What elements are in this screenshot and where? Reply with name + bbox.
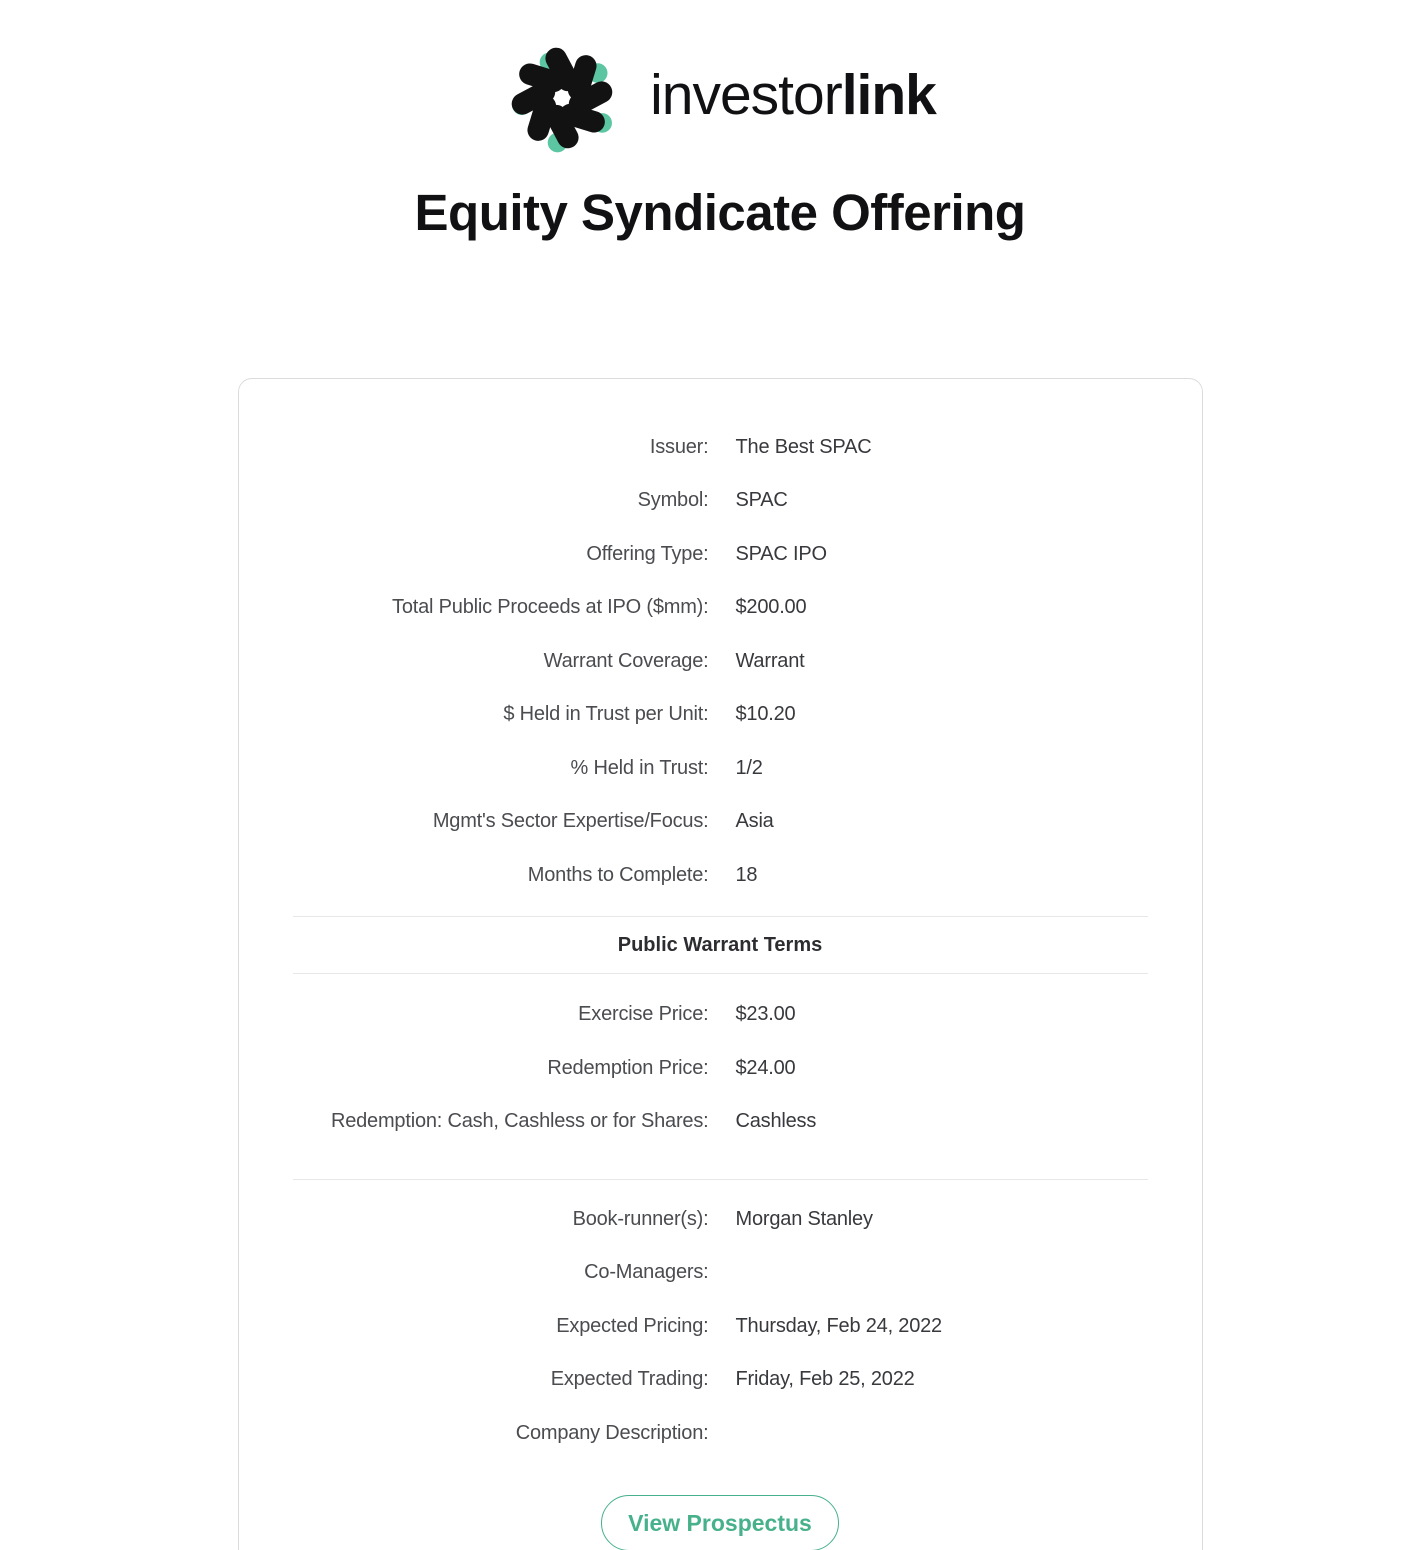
co-managers-label: Co-Managers: [584, 1261, 709, 1284]
book-runners-label: Book-runner(s): [572, 1207, 709, 1230]
months-to-complete-value: 18 [735, 863, 758, 886]
percent-held-in-trust-value: 1/2 [735, 756, 763, 779]
field-expected-pricing [293, 1300, 1148, 1354]
brand-header [0, 40, 1410, 156]
months-to-complete-label: Months to Complete: [527, 863, 709, 886]
field-company-description [293, 1407, 1148, 1461]
field-book-runners [293, 1193, 1148, 1247]
field-redemption-price [293, 1042, 1148, 1096]
sector-expertise-value: Asia [735, 810, 774, 833]
offering-card [238, 378, 1203, 1550]
warrant-coverage-value: Warrant [735, 649, 805, 672]
percent-held-in-trust-label: % Held in Trust: [570, 756, 709, 779]
field-held-in-trust-per-unit [293, 688, 1148, 742]
held-in-trust-per-unit-value: $10.20 [735, 703, 796, 726]
redemption-price-value: $24.00 [735, 1056, 796, 1079]
expected-pricing-label: Expected Pricing: [556, 1314, 709, 1337]
offering-type-value: SPAC IPO [735, 542, 827, 565]
expected-trading-label: Expected Trading: [550, 1368, 709, 1391]
view-prospectus-button[interactable]: View Prospectus [601, 1495, 839, 1550]
total-public-proceeds-value: $200.00 [735, 596, 807, 619]
brand-name-regular: investor [650, 62, 842, 127]
field-total-public-proceeds [293, 581, 1148, 635]
issuer-label: Issuer: [649, 435, 709, 458]
symbol-label: Symbol: [637, 489, 709, 512]
field-redemption-type [293, 1095, 1148, 1149]
sector-expertise-label: Mgmt's Sector Expertise/Focus: [432, 810, 709, 833]
expected-trading-value: Friday, Feb 25, 2022 [735, 1368, 915, 1391]
field-percent-held-in-trust [293, 742, 1148, 796]
section-divider [293, 973, 1148, 974]
book-runners-value: Morgan Stanley [735, 1207, 873, 1230]
expected-pricing-value: Thursday, Feb 24, 2022 [735, 1314, 942, 1337]
field-warrant-coverage [293, 635, 1148, 689]
field-offering-type [293, 528, 1148, 582]
total-public-proceeds-label: Total Public Proceeds at IPO ($mm): [392, 596, 709, 619]
investorlink-knot-logo-icon [504, 40, 620, 156]
brand-name-bold: link [841, 62, 936, 127]
page-title: Equity Syndicate Offering [414, 184, 1026, 241]
page [0, 40, 1410, 1550]
field-symbol [293, 474, 1148, 528]
public-warrant-terms-heading: Public Warrant Terms [617, 934, 823, 957]
held-in-trust-per-unit-label: $ Held in Trust per Unit: [503, 703, 709, 726]
symbol-value: SPAC [735, 489, 788, 512]
field-co-managers [293, 1246, 1148, 1300]
warrant-coverage-label: Warrant Coverage: [543, 649, 709, 672]
field-sector-expertise [293, 795, 1148, 849]
field-issuer [293, 421, 1148, 475]
brand-wordmark [650, 62, 936, 130]
exercise-price-label: Exercise Price: [578, 1003, 709, 1026]
section-divider [293, 1179, 1148, 1180]
field-exercise-price [293, 988, 1148, 1042]
issuer-value: The Best SPAC [735, 435, 872, 458]
redemption-type-value: Cashless [735, 1110, 817, 1133]
field-months-to-complete [293, 849, 1148, 903]
section-divider [293, 916, 1148, 917]
offering-type-label: Offering Type: [586, 542, 709, 565]
exercise-price-value: $23.00 [735, 1003, 796, 1026]
field-expected-trading [293, 1353, 1148, 1407]
redemption-type-label: Redemption: Cash, Cashless or for Shares: [330, 1110, 709, 1133]
redemption-price-label: Redemption Price: [547, 1056, 709, 1079]
company-description-label: Company Description: [515, 1421, 709, 1444]
